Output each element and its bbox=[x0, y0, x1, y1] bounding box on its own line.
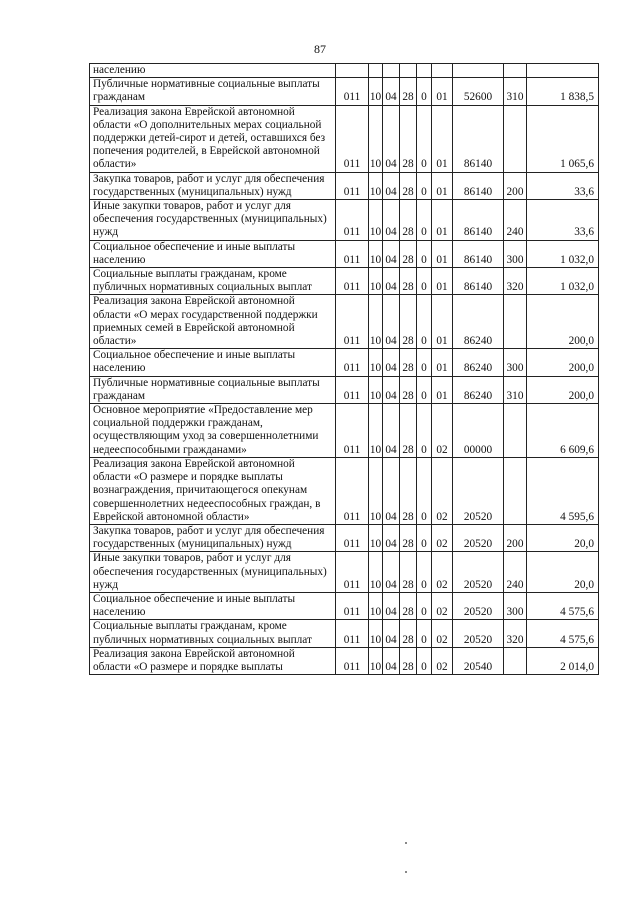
table-row bbox=[90, 457, 599, 524]
cell-program: 28 bbox=[400, 404, 417, 458]
cell-direction: 52600 bbox=[453, 78, 504, 105]
cell-subprogram: 0 bbox=[417, 78, 432, 105]
cell-amount: 1 032,0 bbox=[527, 240, 599, 267]
cell-direction: 86240 bbox=[453, 349, 504, 376]
cell-event: 01 bbox=[432, 240, 453, 267]
cell-vr: 200 bbox=[504, 172, 527, 199]
scan-speck bbox=[405, 842, 407, 844]
cell-subprogram: 0 bbox=[417, 552, 432, 593]
cell-direction: 20520 bbox=[453, 524, 504, 551]
cell-gr: 011 bbox=[336, 524, 369, 551]
table-row bbox=[90, 552, 599, 593]
cell-program: 28 bbox=[400, 295, 417, 349]
cell-rz: 10 bbox=[369, 524, 383, 551]
cell-event: 02 bbox=[432, 647, 453, 674]
cell-rz: 10 bbox=[369, 240, 383, 267]
cell-gr: 011 bbox=[336, 105, 369, 172]
cell-gr: 011 bbox=[336, 552, 369, 593]
row-description: Реализация закона Еврейской автономной области «О размере и порядке выплаты вознаграждения, причитающегося опекунам совершеннолетних недееспособных граждан, в Еврейской автономной области» bbox=[90, 457, 336, 524]
row-description: Закупка товаров, работ и услуг для обеспечения государственных (муниципальных) нужд bbox=[90, 524, 336, 551]
cell-direction: 20520 bbox=[453, 592, 504, 619]
cell-pr: 04 bbox=[383, 268, 400, 295]
cell-direction: 20540 bbox=[453, 647, 504, 674]
cell-rz: 10 bbox=[369, 78, 383, 105]
cell-direction bbox=[453, 64, 504, 78]
cell-gr: 011 bbox=[336, 240, 369, 267]
cell-vr: 200 bbox=[504, 524, 527, 551]
cell-amount: 200,0 bbox=[527, 376, 599, 403]
cell-vr: 320 bbox=[504, 268, 527, 295]
row-description: Социальные выплаты гражданам, кроме публичных нормативных социальных выплат bbox=[90, 268, 336, 295]
table-row bbox=[90, 376, 599, 403]
cell-rz: 10 bbox=[369, 647, 383, 674]
cell-subprogram: 0 bbox=[417, 240, 432, 267]
cell-direction: 20520 bbox=[453, 620, 504, 647]
table-row bbox=[90, 64, 599, 78]
cell-pr bbox=[383, 64, 400, 78]
cell-direction: 86140 bbox=[453, 105, 504, 172]
cell-subprogram: 0 bbox=[417, 404, 432, 458]
cell-gr: 011 bbox=[336, 172, 369, 199]
cell-rz: 10 bbox=[369, 552, 383, 593]
cell-program: 28 bbox=[400, 200, 417, 241]
row-description: Социальное обеспечение и иные выплаты населению bbox=[90, 240, 336, 267]
scan-speck bbox=[405, 871, 407, 873]
cell-event: 01 bbox=[432, 172, 453, 199]
cell-subprogram: 0 bbox=[417, 524, 432, 551]
table-row bbox=[90, 200, 599, 241]
cell-rz: 10 bbox=[369, 376, 383, 403]
cell-event bbox=[432, 64, 453, 78]
cell-program: 28 bbox=[400, 376, 417, 403]
cell-gr: 011 bbox=[336, 376, 369, 403]
cell-amount: 20,0 bbox=[527, 552, 599, 593]
cell-rz: 10 bbox=[369, 620, 383, 647]
cell-program: 28 bbox=[400, 105, 417, 172]
cell-subprogram: 0 bbox=[417, 376, 432, 403]
cell-vr: 240 bbox=[504, 200, 527, 241]
cell-subprogram bbox=[417, 64, 432, 78]
cell-vr bbox=[504, 404, 527, 458]
cell-amount: 4 595,6 bbox=[527, 457, 599, 524]
table-row bbox=[90, 78, 599, 105]
cell-pr: 04 bbox=[383, 457, 400, 524]
cell-rz: 10 bbox=[369, 105, 383, 172]
cell-subprogram: 0 bbox=[417, 268, 432, 295]
cell-vr bbox=[504, 647, 527, 674]
row-description: Социальное обеспечение и иные выплаты населению bbox=[90, 349, 336, 376]
cell-gr: 011 bbox=[336, 295, 369, 349]
cell-vr: 320 bbox=[504, 620, 527, 647]
cell-pr: 04 bbox=[383, 78, 400, 105]
cell-event: 02 bbox=[432, 552, 453, 593]
row-description: Реализация закона Еврейской автономной области «О дополнительных мерах социальной поддержки детей-сирот и детей, оставшихся без попечения родителей, в Еврейской автономной области» bbox=[90, 105, 336, 172]
table-row bbox=[90, 172, 599, 199]
cell-rz: 10 bbox=[369, 404, 383, 458]
cell-vr: 300 bbox=[504, 349, 527, 376]
cell-amount: 1 838,5 bbox=[527, 78, 599, 105]
row-description: Иные закупки товаров, работ и услуг для обеспечения государственных (муниципальных) нужд bbox=[90, 200, 336, 241]
cell-gr: 011 bbox=[336, 78, 369, 105]
cell-direction: 86140 bbox=[453, 172, 504, 199]
cell-pr: 04 bbox=[383, 295, 400, 349]
table-row bbox=[90, 105, 599, 172]
row-description: Основное мероприятие «Предоставление мер социальной поддержки гражданам, осуществляющим уход за совершеннолетними недееспособными гражданами» bbox=[90, 404, 336, 458]
cell-pr: 04 bbox=[383, 200, 400, 241]
cell-vr bbox=[504, 295, 527, 349]
row-description: Публичные нормативные социальные выплаты гражданам bbox=[90, 78, 336, 105]
cell-pr: 04 bbox=[383, 647, 400, 674]
cell-event: 02 bbox=[432, 620, 453, 647]
table-body bbox=[90, 64, 599, 675]
cell-vr bbox=[504, 457, 527, 524]
table-row bbox=[90, 240, 599, 267]
cell-rz: 10 bbox=[369, 268, 383, 295]
table-row bbox=[90, 647, 599, 674]
cell-pr: 04 bbox=[383, 240, 400, 267]
cell-program bbox=[400, 64, 417, 78]
row-description: Социальное обеспечение и иные выплаты населению bbox=[90, 592, 336, 619]
cell-program: 28 bbox=[400, 172, 417, 199]
cell-amount: 200,0 bbox=[527, 295, 599, 349]
cell-direction: 20520 bbox=[453, 457, 504, 524]
table-row bbox=[90, 404, 599, 458]
cell-subprogram: 0 bbox=[417, 172, 432, 199]
row-description: Публичные нормативные социальные выплаты гражданам bbox=[90, 376, 336, 403]
cell-event: 01 bbox=[432, 295, 453, 349]
cell-gr bbox=[336, 64, 369, 78]
cell-rz: 10 bbox=[369, 172, 383, 199]
cell-event: 02 bbox=[432, 457, 453, 524]
cell-vr: 310 bbox=[504, 78, 527, 105]
cell-rz: 10 bbox=[369, 457, 383, 524]
cell-program: 28 bbox=[400, 268, 417, 295]
cell-direction: 86140 bbox=[453, 240, 504, 267]
cell-vr: 310 bbox=[504, 376, 527, 403]
budget-table bbox=[89, 63, 599, 675]
cell-event: 01 bbox=[432, 268, 453, 295]
cell-pr: 04 bbox=[383, 349, 400, 376]
cell-amount: 33,6 bbox=[527, 200, 599, 241]
row-description: Реализация закона Еврейской автономной области «О размере и порядке выплаты bbox=[90, 647, 336, 674]
cell-program: 28 bbox=[400, 620, 417, 647]
cell-direction: 86240 bbox=[453, 295, 504, 349]
table-row bbox=[90, 349, 599, 376]
cell-amount: 6 609,6 bbox=[527, 404, 599, 458]
cell-gr: 011 bbox=[336, 349, 369, 376]
cell-pr: 04 bbox=[383, 172, 400, 199]
cell-subprogram: 0 bbox=[417, 349, 432, 376]
cell-amount: 20,0 bbox=[527, 524, 599, 551]
cell-pr: 04 bbox=[383, 105, 400, 172]
cell-gr: 011 bbox=[336, 404, 369, 458]
table-row bbox=[90, 295, 599, 349]
cell-vr bbox=[504, 64, 527, 78]
cell-event: 02 bbox=[432, 524, 453, 551]
cell-rz: 10 bbox=[369, 349, 383, 376]
cell-rz bbox=[369, 64, 383, 78]
cell-amount: 33,6 bbox=[527, 172, 599, 199]
cell-subprogram: 0 bbox=[417, 457, 432, 524]
cell-gr: 011 bbox=[336, 592, 369, 619]
cell-event: 01 bbox=[432, 349, 453, 376]
table-row bbox=[90, 524, 599, 551]
cell-event: 01 bbox=[432, 105, 453, 172]
row-description: Реализация закона Еврейской автономной области «О мерах государственной поддержки приемных семей в Еврейской автономной области» bbox=[90, 295, 336, 349]
cell-program: 28 bbox=[400, 552, 417, 593]
cell-subprogram: 0 bbox=[417, 592, 432, 619]
cell-subprogram: 0 bbox=[417, 200, 432, 241]
cell-gr: 011 bbox=[336, 200, 369, 241]
cell-gr: 011 bbox=[336, 647, 369, 674]
cell-gr: 011 bbox=[336, 268, 369, 295]
cell-pr: 04 bbox=[383, 620, 400, 647]
cell-amount: 200,0 bbox=[527, 349, 599, 376]
cell-subprogram: 0 bbox=[417, 647, 432, 674]
row-description: населению bbox=[90, 64, 336, 78]
table-row bbox=[90, 268, 599, 295]
cell-program: 28 bbox=[400, 524, 417, 551]
cell-event: 02 bbox=[432, 592, 453, 619]
table-row bbox=[90, 620, 599, 647]
cell-rz: 10 bbox=[369, 295, 383, 349]
cell-vr: 300 bbox=[504, 592, 527, 619]
cell-amount: 1 065,6 bbox=[527, 105, 599, 172]
cell-subprogram: 0 bbox=[417, 620, 432, 647]
cell-pr: 04 bbox=[383, 376, 400, 403]
cell-vr bbox=[504, 105, 527, 172]
row-description: Социальные выплаты гражданам, кроме публичных нормативных социальных выплат bbox=[90, 620, 336, 647]
cell-event: 01 bbox=[432, 200, 453, 241]
cell-program: 28 bbox=[400, 78, 417, 105]
cell-subprogram: 0 bbox=[417, 105, 432, 172]
cell-program: 28 bbox=[400, 592, 417, 619]
row-description: Иные закупки товаров, работ и услуг для обеспечения государственных (муниципальных) нужд bbox=[90, 552, 336, 593]
cell-pr: 04 bbox=[383, 404, 400, 458]
cell-amount bbox=[527, 64, 599, 78]
cell-amount: 2 014,0 bbox=[527, 647, 599, 674]
cell-program: 28 bbox=[400, 349, 417, 376]
cell-pr: 04 bbox=[383, 552, 400, 593]
cell-pr: 04 bbox=[383, 524, 400, 551]
cell-gr: 011 bbox=[336, 457, 369, 524]
cell-vr: 300 bbox=[504, 240, 527, 267]
page-number: 87 bbox=[314, 42, 326, 56]
cell-program: 28 bbox=[400, 647, 417, 674]
cell-amount: 4 575,6 bbox=[527, 620, 599, 647]
cell-gr: 011 bbox=[336, 620, 369, 647]
row-description: Закупка товаров, работ и услуг для обеспечения государственных (муниципальных) нужд bbox=[90, 172, 336, 199]
cell-event: 01 bbox=[432, 376, 453, 403]
cell-direction: 86140 bbox=[453, 200, 504, 241]
cell-rz: 10 bbox=[369, 592, 383, 619]
cell-rz: 10 bbox=[369, 200, 383, 241]
cell-pr: 04 bbox=[383, 592, 400, 619]
cell-vr: 240 bbox=[504, 552, 527, 593]
cell-event: 02 bbox=[432, 404, 453, 458]
cell-direction: 86140 bbox=[453, 268, 504, 295]
cell-program: 28 bbox=[400, 457, 417, 524]
cell-direction: 20520 bbox=[453, 552, 504, 593]
table-row bbox=[90, 592, 599, 619]
cell-amount: 4 575,6 bbox=[527, 592, 599, 619]
cell-amount: 1 032,0 bbox=[527, 268, 599, 295]
cell-subprogram: 0 bbox=[417, 295, 432, 349]
cell-program: 28 bbox=[400, 240, 417, 267]
cell-event: 01 bbox=[432, 78, 453, 105]
cell-direction: 00000 bbox=[453, 404, 504, 458]
cell-direction: 86240 bbox=[453, 376, 504, 403]
